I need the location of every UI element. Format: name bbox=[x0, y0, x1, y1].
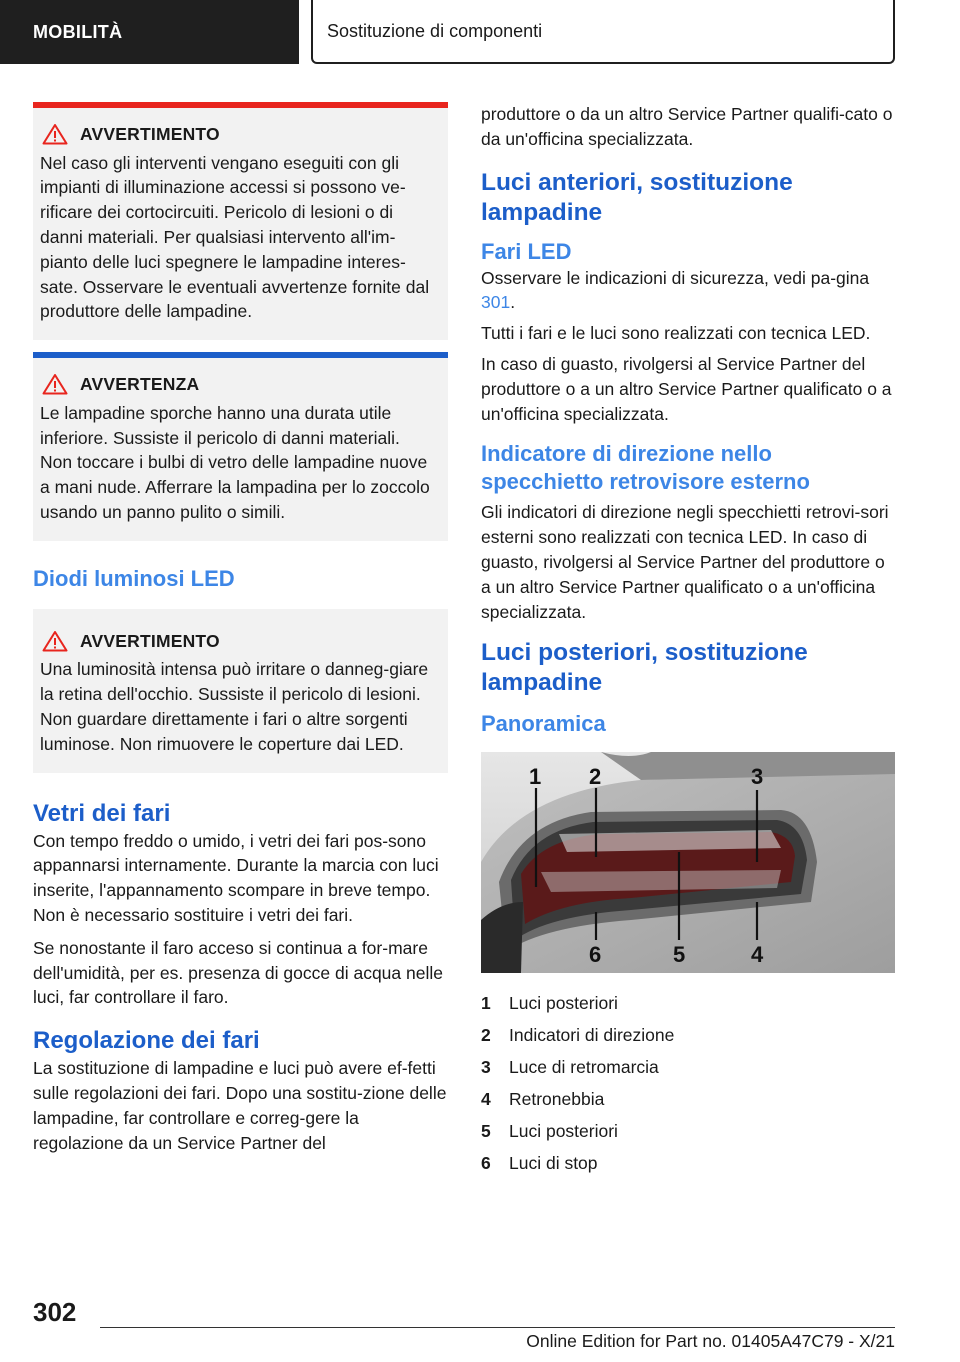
rear-light-figure bbox=[481, 752, 895, 973]
legend-item: 4 Retronebbia bbox=[481, 1089, 605, 1110]
page-link[interactable]: 301 bbox=[481, 292, 511, 313]
legend-item: 5 Luci posteriori bbox=[481, 1121, 618, 1142]
led-warning-text: Una luminosità intensa può irritare o danneg-giare la retina dell'occhio. Sussiste il pericolo di lesioni. Non guardare direttamente i fari o altre sorgenti luminose. Non rimuovere le coperture dai LED. bbox=[40, 659, 429, 754]
led-warning-box bbox=[33, 609, 448, 773]
led-headlights-subheading: Fari LED bbox=[481, 238, 572, 264]
overview-subheading: Panoramica bbox=[481, 711, 606, 737]
legend-item: 6 Luci di stop bbox=[481, 1153, 598, 1174]
figure-label-5: 5 bbox=[673, 942, 686, 968]
warning-box bbox=[33, 102, 448, 340]
rear-lights-heading: Luci posteriori, sostituzione lampadine bbox=[481, 639, 808, 697]
adjust-paragraph: La sostituzione di lampadine e luci può avere ef-fetti sulle regolazioni dei fari. Dopo una sostitu-zione delle lampadine, far controllare e correg-gere la regolazione da un Service Partner del bbox=[33, 1058, 447, 1153]
caution-title: AVVERTENZA bbox=[80, 374, 200, 395]
caution-box bbox=[33, 352, 448, 541]
led-paragraph-1: Osservare le indicazioni di sicurezza, vedi pa-gina 301. bbox=[481, 267, 870, 313]
indicator-paragraph: Gli indicatori di direzione negli specchietti retrovi-sori esterni sono realizzati con tecnica LED. In caso di guasto, rivolgersi al Service Partner del produttore o a un altro Service Partner qualificato o a un'officina specializzata. bbox=[481, 502, 889, 622]
led-paragraph-2: Tutti i fari e le luci sono realizzati con tecnica LED. bbox=[481, 323, 871, 344]
footer-edition: Online Edition for Part no. 01405A47C79 - X/21 bbox=[526, 1331, 895, 1351]
figure-label-1: 1 bbox=[529, 764, 542, 790]
front-lights-heading: Luci anteriori, sostituzione lampadine bbox=[481, 168, 793, 226]
warning-text: Nel caso gli interventi vengano eseguiti con gli impianti di illuminazione accessi si possono ve-rificare dei cortocircuiti. Pericolo di lesioni o di danni materiali. Per qualsiasi intervento all'im-pianto delle luci spegnere le lampadine interes-sate. Osservare le eventuali avvertenze fornite dal produttore delle lampadine. bbox=[40, 152, 430, 322]
legend-item: 1 Luci posteriori bbox=[481, 993, 618, 1014]
led-heading: Diodi luminosi LED bbox=[33, 565, 235, 591]
legend-item: 3 Luce di retromarcia bbox=[481, 1057, 659, 1078]
continued-paragraph: produttore o da un altro Service Partner qualifi-cato o da un'officina specializzata. bbox=[481, 104, 893, 149]
section-tab: MOBILITÀ bbox=[0, 0, 299, 64]
caution-triangle-icon bbox=[42, 373, 68, 395]
figure-label-3: 3 bbox=[751, 764, 764, 790]
led-paragraph-3: In caso di guasto, rivolgersi al Service Partner del produttore o a un altro Service Partner qualificato o a un'officina specializzata. bbox=[481, 353, 892, 424]
glass-paragraph-1: Con tempo freddo o umido, i vetri dei fari pos-sono appannarsi internamente. Durante la marcia con luci inserite, l'appannamento scompare in breve tempo. Non è necessario sostituire i vetri dei fari. bbox=[33, 830, 439, 925]
led-warning-title: AVVERTIMENTO bbox=[80, 630, 220, 651]
footer-divider bbox=[100, 1327, 895, 1328]
figure-label-6: 6 bbox=[589, 942, 602, 968]
warning-triangle-icon bbox=[42, 123, 68, 145]
indicator-subheading: Indicatore di direzione nello specchietto retrovisore esterno bbox=[481, 441, 810, 495]
warning-title: AVVERTIMENTO bbox=[80, 124, 220, 144]
left-column bbox=[33, 102, 448, 1155]
legend-item: 2 Indicatori di direzione bbox=[481, 1025, 675, 1046]
figure-label-4: 4 bbox=[751, 942, 764, 968]
legend-list bbox=[481, 987, 896, 1179]
page-number: 302 bbox=[33, 1297, 77, 1327]
figure-label-2: 2 bbox=[589, 764, 602, 790]
caution-text: Le lampadine sporche hanno una durata utile inferiore. Sussiste il pericolo di danni materiali. Non toccare i bulbi di vetro delle lampadine nuove a mani nude. Afferrare la lampadina per lo zoccolo usando un panno pulito o simili. bbox=[40, 402, 430, 522]
right-column bbox=[481, 102, 896, 1179]
chapter-tab: Sostituzione di componenti bbox=[311, 0, 895, 64]
warning-triangle-icon bbox=[42, 630, 68, 652]
rear-light-illustration bbox=[481, 752, 895, 973]
adjust-heading: Regolazione dei fari bbox=[33, 1027, 260, 1055]
glass-paragraph-2: Se nonostante il faro acceso si continua a for-mare dell'umidità, per es. presenza di gocce di acqua nelle luci, far controllare il faro. bbox=[33, 937, 443, 1008]
glass-heading: Vetri dei fari bbox=[33, 799, 171, 827]
